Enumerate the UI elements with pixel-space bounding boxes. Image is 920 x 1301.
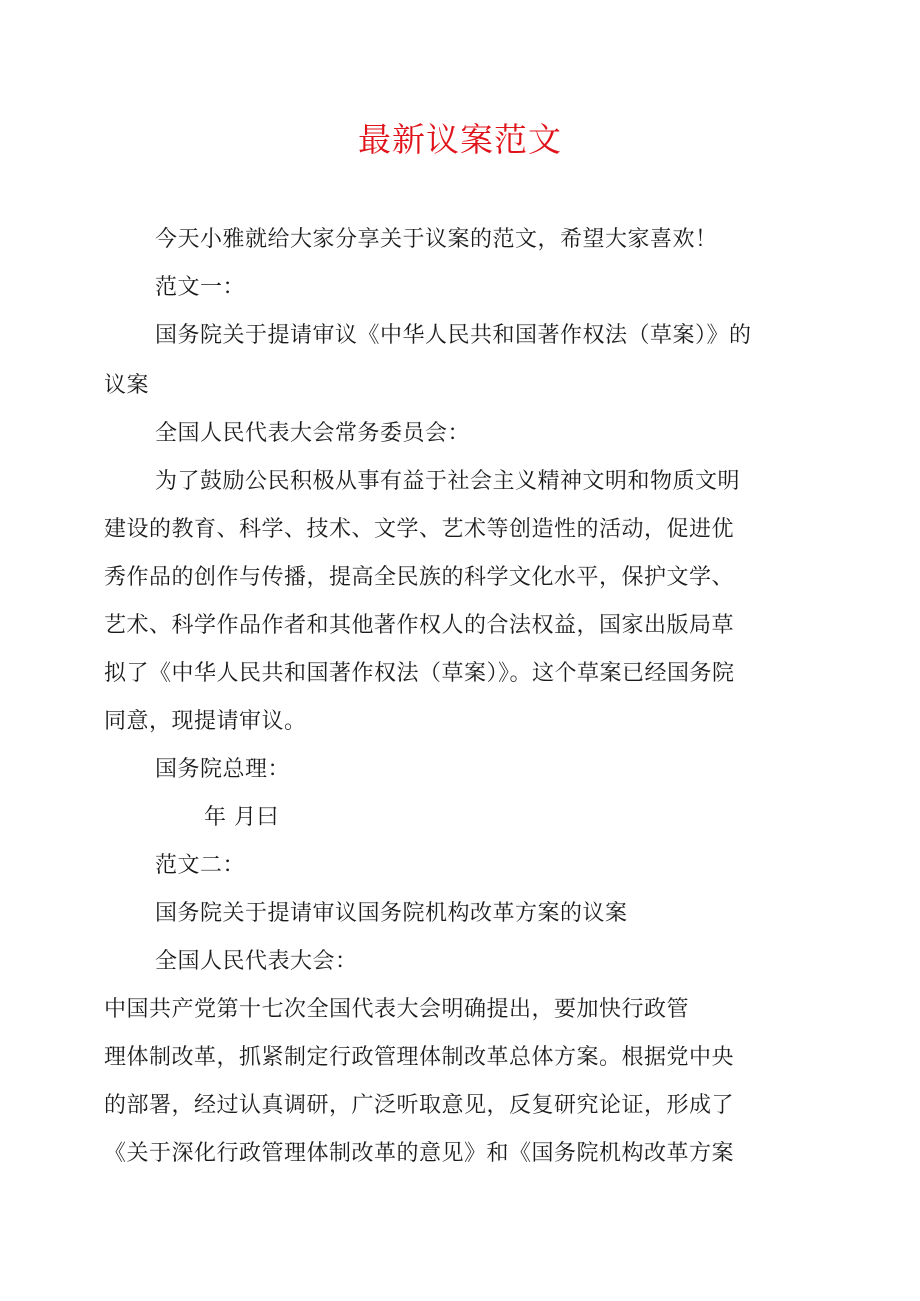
- signature-1: 国务院总理：: [155, 757, 291, 782]
- body-1-line-4: 艺术、科学作品作者和其他著作权人的合法权益，国家出版局草: [104, 613, 735, 638]
- motion-title-2: 国务院关于提请审议国务院机构改革方案的议案: [155, 901, 628, 926]
- body-2-line-2: 理体制改革，抓紧制定行政管理体制改革总体方案。根据党中央: [104, 1045, 735, 1070]
- body-1-line-6: 同意，现提请审议。: [104, 709, 307, 734]
- body-1-line-3: 秀作品的创作与传播，提高全民族的科学文化水平，保护文学、: [104, 565, 735, 590]
- addressee-2: 全国人民代表大会：: [155, 949, 358, 974]
- motion-title-1-line-2: 议案: [104, 373, 150, 398]
- body-1-line-1: 为了鼓励公民积极从事有益于社会主义精神文明和物质文明: [155, 469, 741, 494]
- document-title: 最新议案范文: [358, 120, 562, 159]
- body-1-line-2: 建设的教育、科学、技术、文学、艺术等创造性的活动，促进优: [104, 517, 735, 542]
- motion-title-1-line-1: 国务院关于提请审议《中华人民共和国著作权法（草案）》的: [155, 323, 752, 348]
- date-line-1: 年 月曰: [204, 805, 279, 830]
- body-2-line-4: 《关于深化行政管理体制改革的意见》和《国务院机构改革方案: [104, 1141, 735, 1166]
- body-1-line-5: 拟了《中华人民共和国著作权法（草案）》。这个草案已经国务院: [104, 661, 735, 686]
- body-2-line-1: 中国共产党第十七次全国代表大会明确提出，要加快行政管: [104, 997, 690, 1022]
- intro-line: 今天小雅就给大家分享关于议案的范文，希望大家喜欢！: [155, 227, 718, 252]
- addressee-1: 全国人民代表大会常务委员会：: [155, 421, 471, 446]
- section-heading-2: 范文二：: [155, 853, 246, 878]
- body-2-line-3: 的部署，经过认真调研，广泛听取意见，反复研究论证，形成了: [104, 1093, 735, 1118]
- section-heading-1: 范文一：: [155, 275, 246, 300]
